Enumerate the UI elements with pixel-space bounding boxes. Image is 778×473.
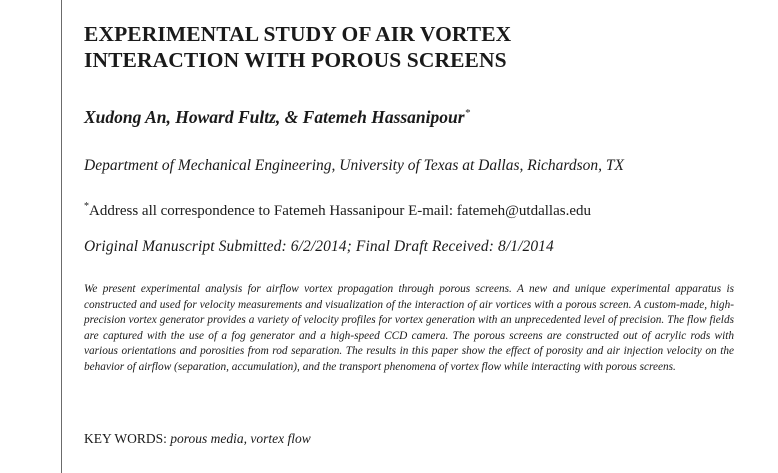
affiliation: Department of Mechanical Engineering, University of Texas at Dallas, Richardson, TX xyxy=(84,157,624,174)
abstract: We present experimental analysis for airflow vortex propagation through porous screens. A new and unique experimental apparatus is constructed and used for velocity measurements and visualization of the interaction of air vortices with a porous screen. A custom-made, high-precision vortex generator provides a variety of velocity profiles for vortex generation with an unprecedented level of precision. The flow fields are captured with the use of a fog generator and a high-speed CCD camera. The porous screens are constructed out of acrylic rods with various orientations and porosities from rod separation. The results in this paper show the effect of porosity and air injection velocity on the behavior of airflow (separation, accumulation), and the transport phenomena of vortex flow while interacting with porous screens. xyxy=(84,283,734,373)
paper-title-line-1: EXPERIMENTAL STUDY OF AIR VORTEX xyxy=(84,22,512,46)
corresponding-author-mark: * xyxy=(464,107,471,120)
author-names: Xudong An, Howard Fultz, & Fatemeh Hassanipour xyxy=(84,107,465,127)
correspondence-address xyxy=(84,201,591,220)
keywords xyxy=(84,431,311,447)
correspondence-text: Address all correspondence to Fatemeh Hassanipour E-mail: fatemeh@utdallas.edu xyxy=(89,203,591,219)
correspondence-mark: * xyxy=(84,201,89,212)
keywords-value: porous media, vortex flow xyxy=(170,431,311,446)
keywords-label: KEY WORDS: xyxy=(84,431,167,446)
author-list xyxy=(84,107,470,128)
paper-title xyxy=(84,21,724,73)
margin-rule xyxy=(61,0,62,473)
manuscript-dates: Original Manuscript Submitted: 6/2/2014; Final Draft Received: 8/1/2014 xyxy=(84,238,554,255)
paper-title-line-2: INTERACTION WITH POROUS SCREENS xyxy=(84,48,507,72)
